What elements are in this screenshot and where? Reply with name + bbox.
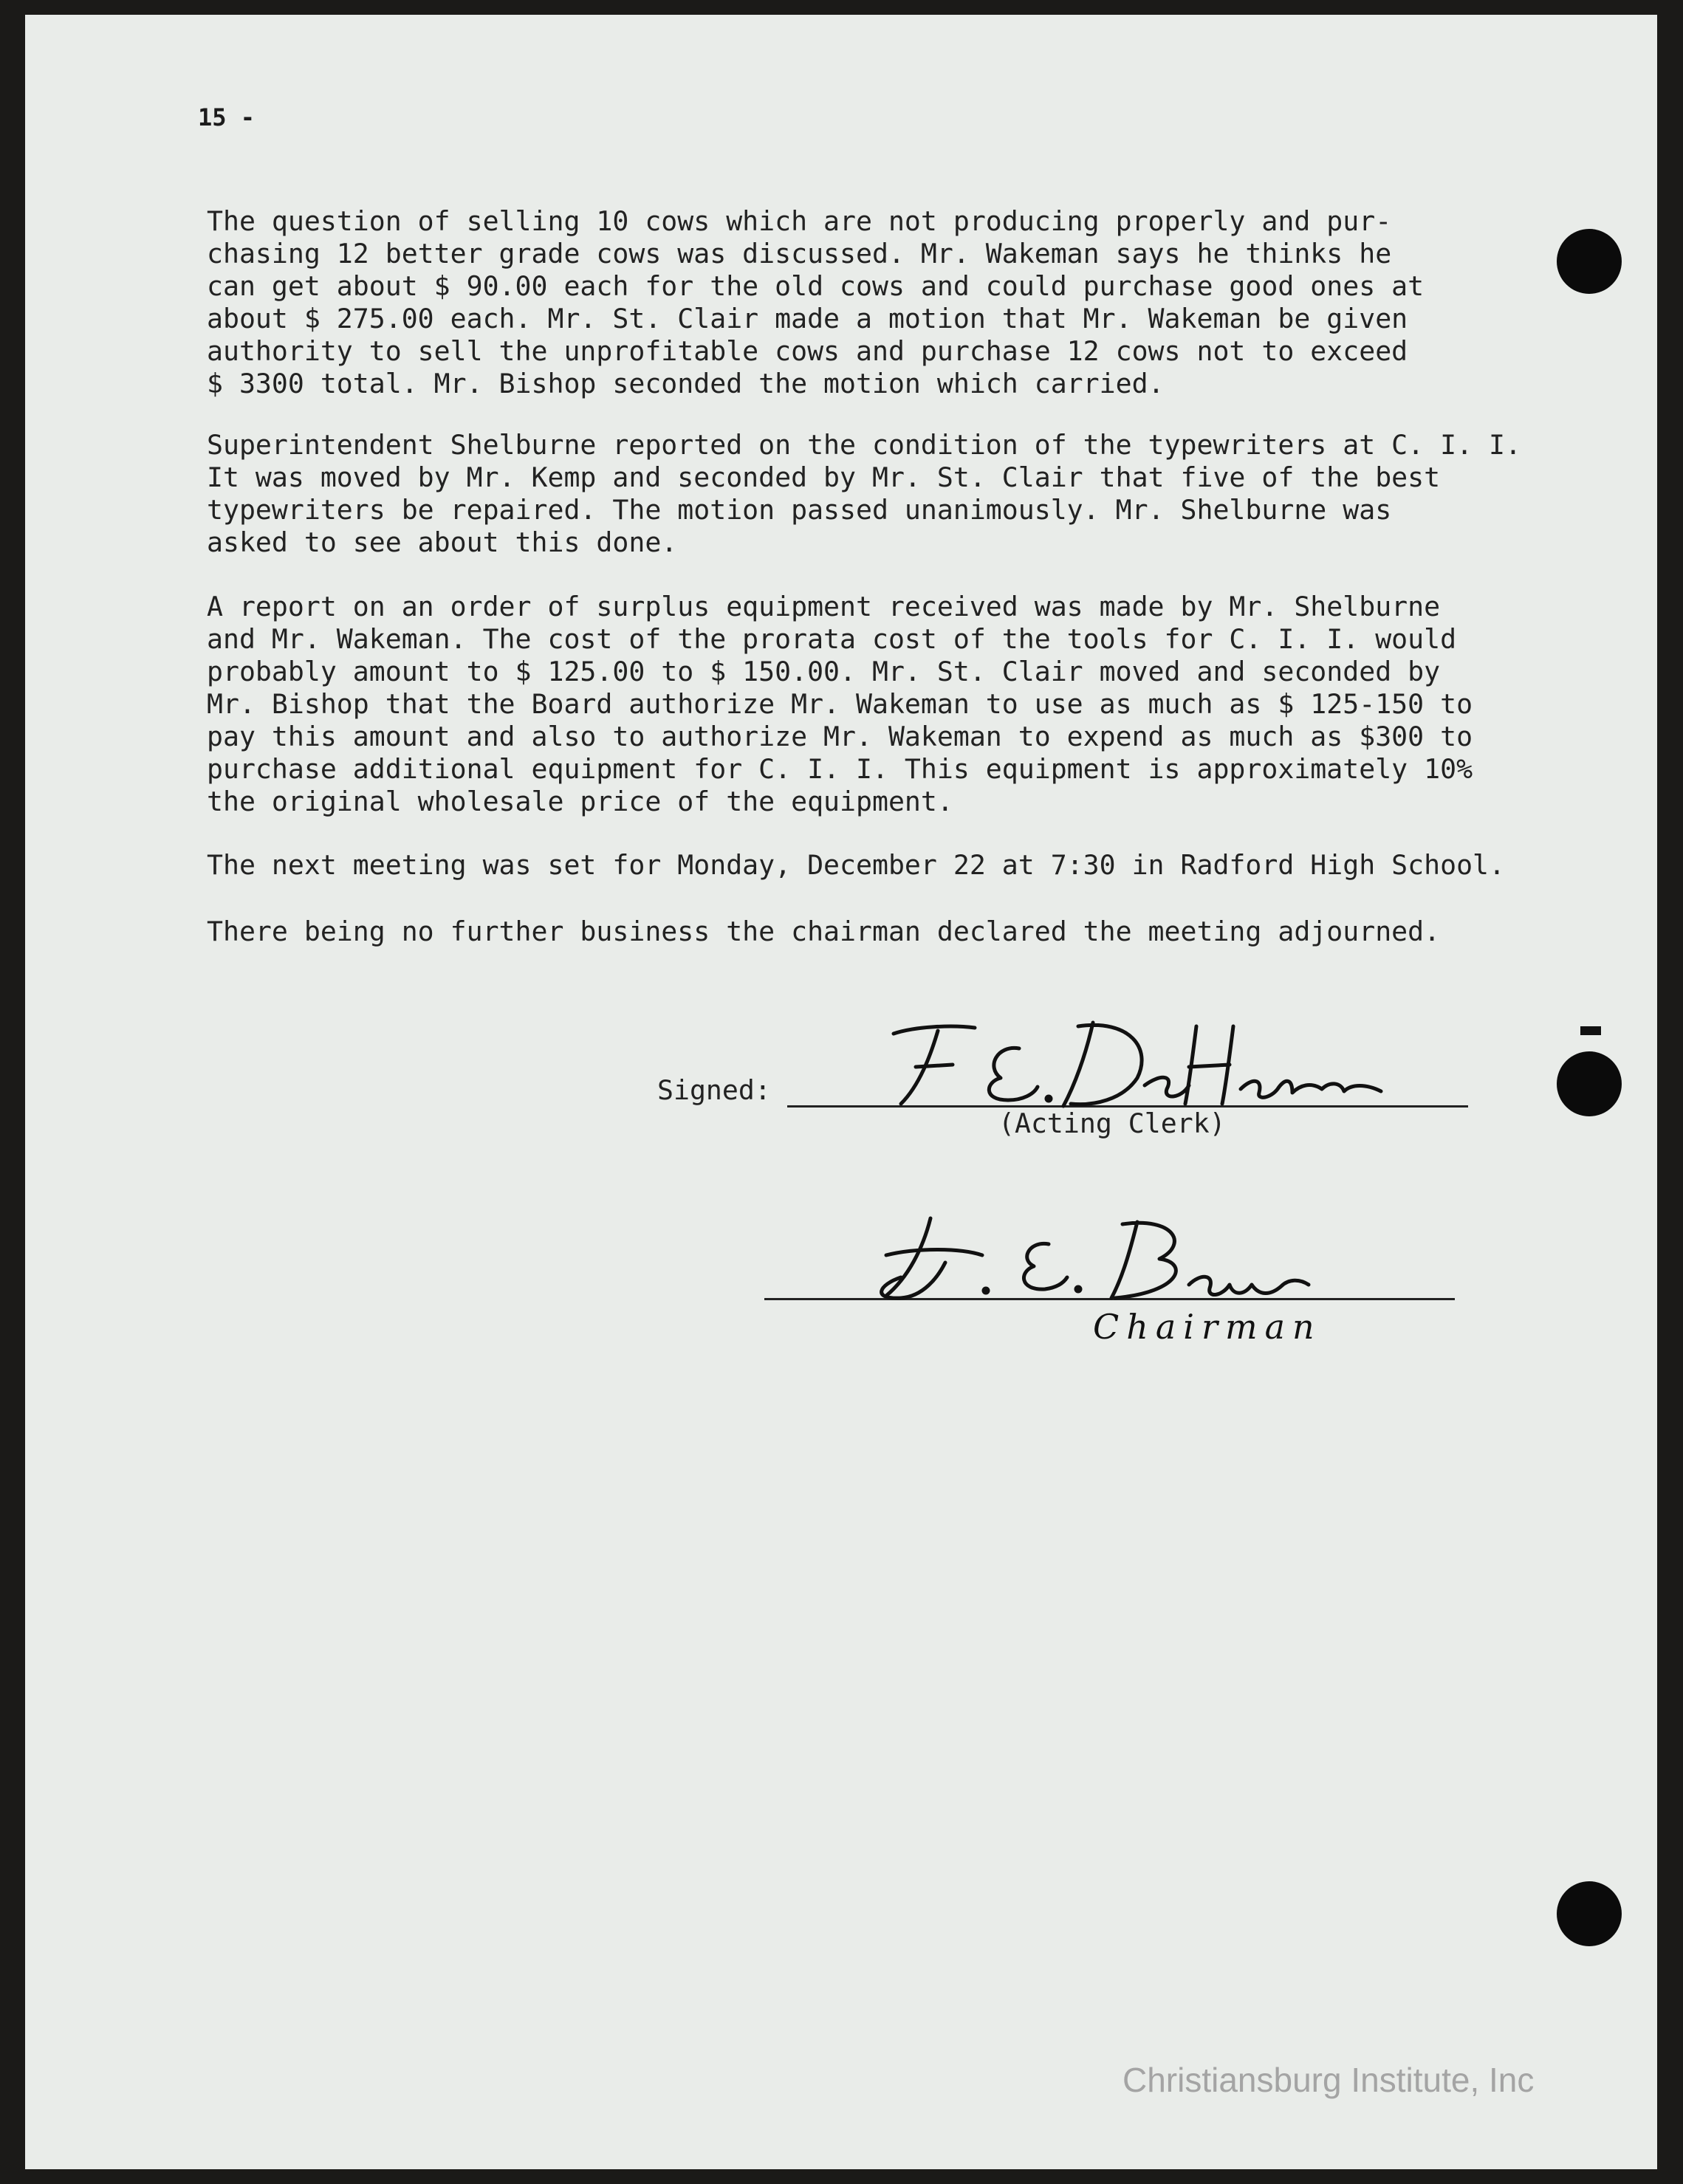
text-line: probably amount to $ 125.00 to $ 150.00. Mr. St. Clair moved and seconded by xyxy=(207,656,1441,687)
ink-mark xyxy=(1580,1026,1601,1035)
text-line: can get about $ 90.00 each for the old cows and could purchase good ones at xyxy=(207,270,1425,302)
text-line: Mr. Bishop that the Board authorize Mr. Wakeman to use as much as $ 125-150 to xyxy=(207,688,1473,720)
text-line: pay this amount and also to authorize Mr. Wakeman to expend as much as $300 to xyxy=(207,721,1473,752)
punch-hole xyxy=(1557,1051,1622,1116)
chairman-signature xyxy=(857,1203,1314,1307)
paragraph-typewriters xyxy=(207,429,1521,559)
text-line: Superintendent Shelburne reported on the condition of the typewriters at C. I. I. xyxy=(207,429,1521,461)
signed-label: Signed: xyxy=(657,1074,771,1106)
text-line: typewriters be repaired. The motion passed unanimously. Mr. Shelburne was xyxy=(207,494,1392,526)
text-line: There being no further business the chairman declared the meeting adjourned. xyxy=(207,916,1441,947)
text-line: The question of selling 10 cows which are not producing properly and pur- xyxy=(207,205,1392,237)
text-line: $ 3300 total. Mr. Bishop seconded the motion which carried. xyxy=(207,368,1165,399)
acting-clerk-title: (Acting Clerk) xyxy=(998,1108,1226,1139)
watermark: Christiansburg Institute, Inc xyxy=(1122,2061,1535,2099)
text-line: authority to sell the unprofitable cows and purchase 12 cows not to exceed xyxy=(207,335,1408,367)
text-line: the original wholesale price of the equipment. xyxy=(207,786,953,817)
text-line: A report on an order of surplus equipment received was made by Mr. Shelburne xyxy=(207,591,1441,622)
page-number: 15 - xyxy=(198,103,256,131)
paragraph-adjourned xyxy=(207,916,1440,948)
text-line: It was moved by Mr. Kemp and seconded by Mr. St. Clair that five of the best xyxy=(207,461,1441,493)
paragraph-cows xyxy=(207,205,1424,400)
text-line: asked to see about this done. xyxy=(207,526,678,558)
paragraph-next-meeting xyxy=(207,849,1505,882)
punch-hole xyxy=(1557,1881,1622,1946)
paragraph-surplus-equipment xyxy=(207,591,1473,818)
text-line: about $ 275.00 each. Mr. St. Clair made a motion that Mr. Wakeman be given xyxy=(207,303,1408,334)
clerk-signature xyxy=(849,1004,1411,1115)
text-line: and Mr. Wakeman. The cost of the prorata cost of the tools for C. I. I. would xyxy=(207,623,1457,655)
chairman-title: Chairman xyxy=(1093,1307,1322,1347)
punch-hole xyxy=(1557,229,1622,294)
text-line: chasing 12 better grade cows was discussed. Mr. Wakeman says he thinks he xyxy=(207,238,1392,269)
text-line: The next meeting was set for Monday, December 22 at 7:30 in Radford High School. xyxy=(207,849,1505,881)
text-line: purchase additional equipment for C. I. I. This equipment is approximately 10% xyxy=(207,753,1473,785)
